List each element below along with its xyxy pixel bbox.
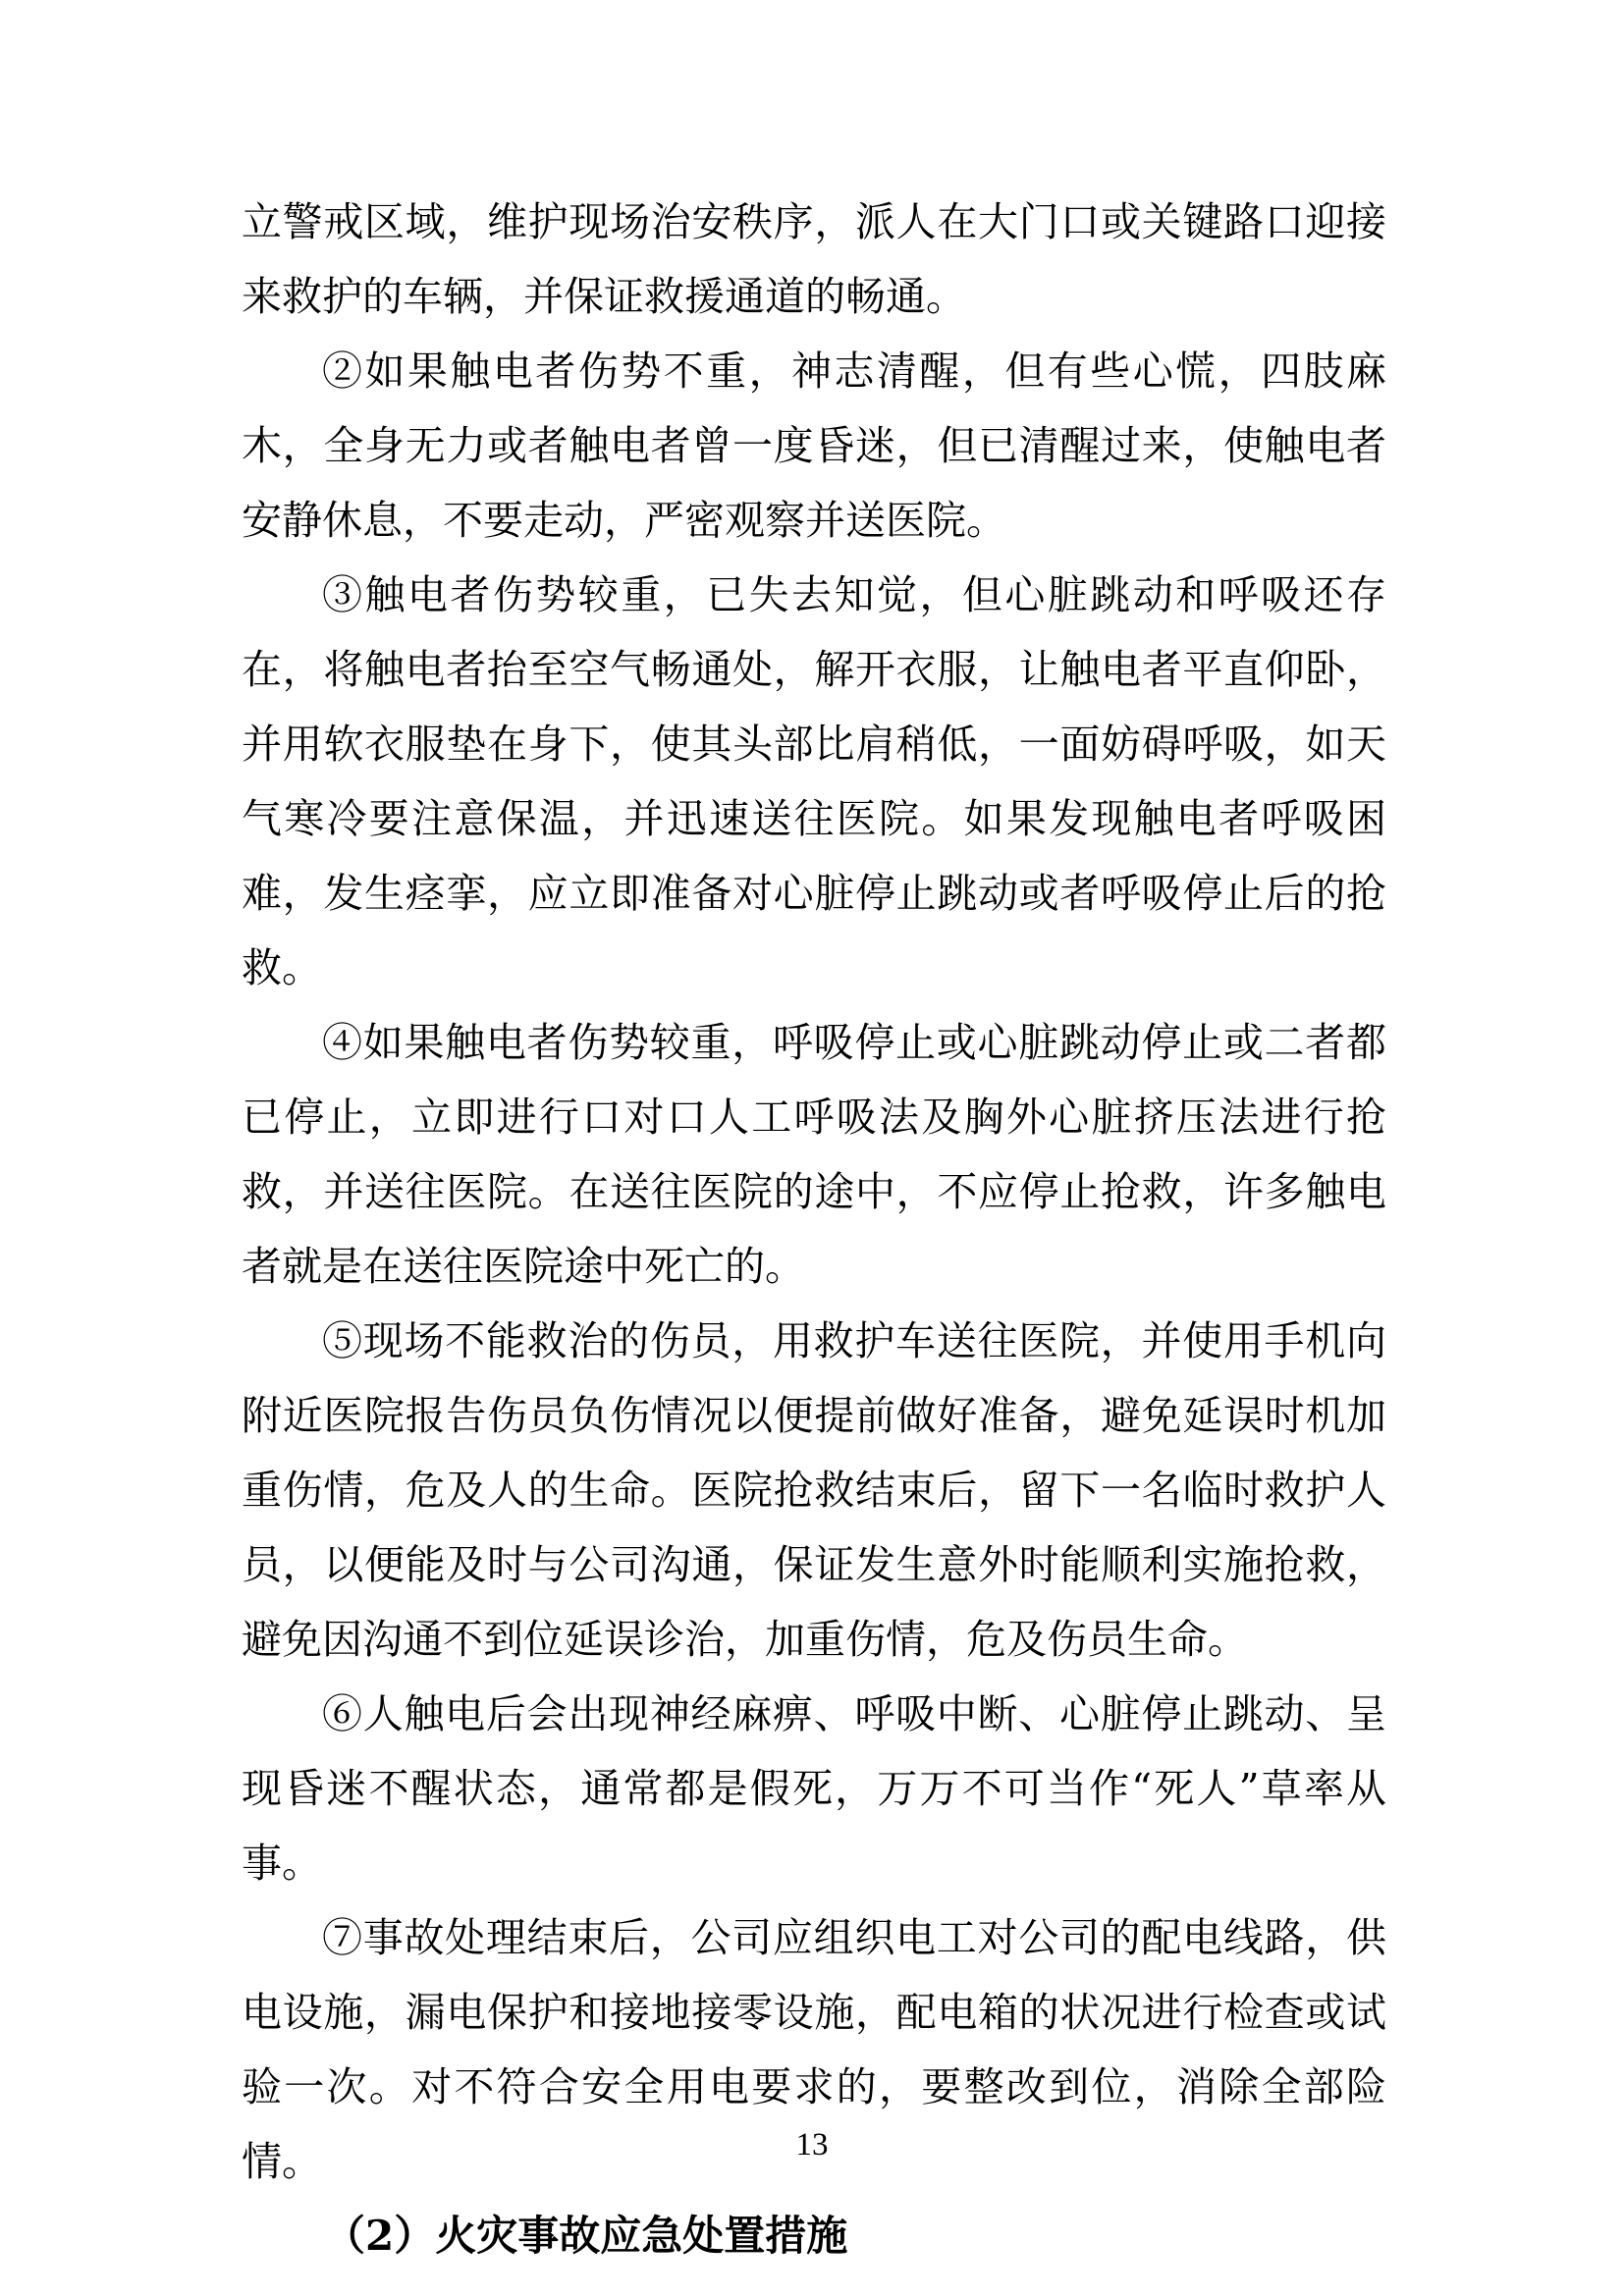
paragraph-item-7: ⑦事故处理结束后，公司应组织电工对公司的配电线路，供电设施，漏电保护和接地接零设施，配电箱的状况进行检查或试验一次。对不符合安全用电要求的，要整改到位，消除全部险情。 [242, 1914, 1386, 2185]
section-heading: （2）火灾事故应急处置措施 [324, 2212, 848, 2260]
paragraph-item-6: ⑥人触电后会出现神经麻痹、呼吸中断、心脏停止跳动、呈现昏迷不醒状态，通常都是假死，万万不可当作“死人”草率从事。 [242, 1690, 1386, 1887]
page-number: 13 [795, 2127, 829, 2163]
paragraph-item-2: ②如果触电者伤势不重，神志清醒，但有些心慌，四肢麻木，全身无力或者触电者曾一度昏迷，但已清醒过来，使触电者安静休息，不要走动，严密观察并送医院。 [242, 347, 1386, 544]
paragraph-continued: 立警戒区域，维护现场治安秩序，派人在大门口或关键路口迎接来救护的车辆，并保证救援通道的畅通。 [242, 198, 1386, 320]
paragraph-item-5: ⑤现场不能救治的伤员，用救护车送往医院，并使用手机向附近医院报告伤员负伤情况以便提前做好准备，避免延误时机加重伤情，危及人的生命。医院抢救结束后，留下一名临时救护人员，以便能及时与公司沟通，保证发生意外时能顺利实施抢救，避免因沟通不到位延误诊治，加重伤情，危及伤员生命。 [242, 1317, 1386, 1663]
text-block [242, 185, 1386, 2273]
paragraph-item-4: ④如果触电者伤势较重，呼吸停止或心脏跳动停止或二者都已停止，立即进行口对口人工呼吸法及胸外心脏挤压法进行抢救，并送往医院。在送往医院的途中，不应停止抢救，许多触电者就是在送往医院途中死亡的。 [242, 1019, 1386, 1290]
paragraph-item-3: ③触电者伤势较重，已失去知觉，但心脏跳动和呼吸还存在，将触电者抬至空气畅通处，解开衣服，让触电者平直仰卧，并用软衣服垫在身下，使其头部比肩稍低，一面妨碍呼吸，如天气寒冷要注意保温，并迅速送往医院。如果发现触电者呼吸困难，发生痉挛，应立即准备对心脏停止跳动或者呼吸停止后的抢救。 [242, 571, 1386, 991]
